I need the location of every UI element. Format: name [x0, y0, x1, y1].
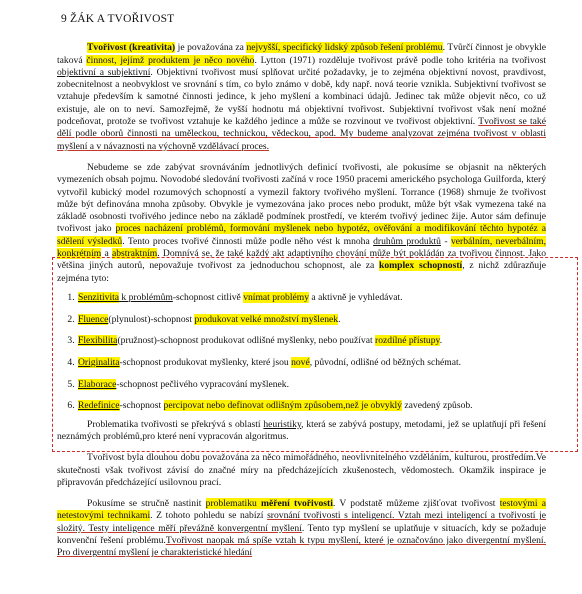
body-text: . — [338, 313, 341, 325]
body-text: Problematika tvořivosti se překrývá s oblastí — [87, 418, 264, 430]
emphasized-text: druhům produktů — [373, 235, 441, 247]
body-text: . Domnívá se, že také každý akt adaptivního chování může být pokládán za tvořivou činnost. Jako většina jiných autorů, nepovažuje tvořivost za jednoduchou schopnost, ale za — [57, 248, 546, 272]
body-text: Nebudeme se zde zabývat srovnáváním jednotlivých definicí tvořivosti, ale pokusíme se objasnit na některých vymezeních obsah pojmu. Novodobé sledování tvořivosti začíná v roce 1950 pracemi amerického psychologa Guilforda, který vytvořil kubický model rozumových schopností a vymezil faktory tvořivého myšlení. Torrance (1968) shrnuje že tvořivost může být definována mnoha způsoby. Obvykle je vymezována jako proces nebo produkt, může být však vymezena také na základě osobnosti tvořivého jedince nebo na základě podmínek prostředí, ve kterém tvořivý jedinec žije. Autor sám definuje tvořivost jako — [57, 161, 546, 235]
body-text: - — [440, 235, 451, 247]
body-text: . — [439, 335, 443, 347]
emphasized-text: činnost, jejímž produktem je něco nového — [86, 54, 255, 66]
emphasized-text: testovými a netestovými technikami — [57, 498, 546, 522]
emphasized-text: nejvyšší, specifický lidský způsob řešení problému — [246, 42, 443, 54]
emphasized-text: produkovat velké množství myšlenek — [194, 313, 339, 325]
emphasized-text: vnímat problémy — [243, 291, 310, 303]
paragraph-inspiration — [57, 452, 546, 489]
body-text: zavedený způsob. — [401, 400, 473, 412]
emphasized-text: Fluence — [78, 313, 109, 325]
emphasized-text: Tvořivost se také dělí podle oborů činnosti na uměleckou, technickou, vědeckou, apod. My budeme analyzovat zejména tvořivost v oblasti myšlení a v návaznosti na výchovně vzdělávací proces. — [57, 116, 546, 152]
emphasized-text: k problémům — [119, 291, 173, 303]
emphasized-text: nové — [291, 357, 310, 368]
list-item — [77, 292, 546, 304]
paragraph-definition — [57, 42, 546, 153]
emphasized-text: verbálním, neverbálním, konkrétním — [57, 235, 546, 260]
body-text: . Objektivní tvořivost musí splňovat určité požadavky, je to zejména objektivní novost, pravdivost, zobecnitelnost a neobvyklost ve srovnání s tím, co bylo známo v době, kdy např. nová teorie vznikla. Subjektivní tvořivost se vztahuje především k samotné činnosti jedince, k jeho myšlení a kombinaci údajů. Jedinec tak může objevit něco, co už existuje, ale on to neví. Samozřejmě, že vyšší hodnotu má objektivní tvořivost. Subjektivní tvořivost však není možné podceňovat, protože se tvořivost vztahuje ke každého jedince a může se rozvinout ve tvořivost objektivní. — [57, 66, 546, 128]
body-text: , z nichž zdůrazňuje zejména tyto: — [57, 260, 546, 284]
body-text: . Lytton (1971) rozděluje tvořivost právě podle toho kritéria na tvořivost — [254, 54, 547, 66]
body-text: (plynulost)-schopnost — [108, 313, 195, 325]
body-text: -schopnost pečlivého vypracování myšlenek. — [116, 378, 290, 390]
body-text: -schopnost produkovat myšlenky, které jsou — [119, 357, 292, 368]
emphasized-text: srovnání tvořivosti s inteligencí. Vztah mezi inteligencí a tvořivostí je složitý. Testy inteligence měří převážně konvergentní myšlení — [57, 510, 547, 534]
body-text: -schopnost citlivě — [172, 291, 244, 303]
body-text: a aktivně je vyhledávat. — [309, 291, 403, 303]
emphasized-text: Tvořivost (kreativita) — [87, 42, 176, 54]
list-item — [77, 335, 546, 347]
emphasized-text: objektivní a subjektivní — [57, 66, 151, 78]
emphasized-text: komplex schopností — [379, 260, 463, 272]
body-text: , která se zabývá postupy, metodami, jež se uplatňují při řešení neznámých problémů,pro které není vypracován algoritmus. — [57, 418, 546, 442]
body-text: -schopnost — [119, 400, 164, 412]
emphasized-text: Tvořivost naopak má spíše vztah k typu myšlení, které je označováno jako divergentní myšlení. Pro divergentní myšlení je charakteristické hledání — [57, 535, 546, 559]
body-text: . Tento typ myšlení se uplatňuje v situacích, kdy se požaduje konvenční řešení problému. — [57, 522, 546, 547]
emphasized-text: heuristiky — [263, 418, 302, 430]
emphasized-text: rozdílné přístupy — [375, 335, 440, 347]
body-text: (pružnost)-schopnost produkovat odlišné myšlenky, nebo používat — [117, 335, 376, 347]
emphasized-text: problematiku — [205, 498, 262, 510]
body-text: . V podstatě můžeme zjišťovat tvořivost — [332, 498, 500, 510]
emphasized-text: Flexibilita — [78, 335, 118, 347]
body-text: je považována za — [175, 42, 247, 54]
body-text: Tvořivost byla dlouhou dobu považována za něco mimořádného, neovlivnitelného vzděláním, kulturou, prostředím.Ve skutečnosti však tvořivost závisí do značné míry na předcházejících zkušenostech, vědomostech. Okamžik inspirace je připravován předcházející usilovnou prací. — [57, 452, 546, 488]
body-text: . Tvůrčí činnost je obvykle taková — [57, 42, 546, 66]
body-text: Pokusíme se stručně nastinit — [87, 498, 206, 510]
abilities-list — [57, 292, 546, 413]
emphasized-text: Redefinice — [78, 400, 120, 412]
paragraph-torrance — [57, 162, 546, 285]
list-item — [77, 379, 546, 391]
body-text: . Tento proces tvořivé činnosti může podle něho vést k mnoha — [122, 235, 374, 247]
body-text: . Z tohoto pohledu se nabízí — [150, 510, 268, 522]
paragraph-heuristics — [57, 419, 546, 444]
chapter-heading: 9 ŽÁK A TVOŘIVOST — [61, 13, 175, 25]
list-item — [77, 357, 546, 369]
list-item — [77, 400, 546, 412]
emphasized-text: abstraktním — [111, 248, 158, 260]
list-item — [77, 314, 546, 326]
emphasized-text: Senzitivita — [78, 291, 120, 303]
emphasized-text: Elaborace — [78, 378, 117, 390]
paragraph-measurement — [57, 498, 546, 559]
emphasized-text: percipovat nebo definovat odlišným způsobem,než je obvyklý — [163, 400, 402, 412]
body-text: a — [101, 248, 112, 260]
emphasized-text: Originalita — [78, 357, 120, 368]
emphasized-text: měření tvořivosti — [261, 498, 333, 510]
emphasized-text: proces nacházení problémů, formování myšlenek nebo hypotéz, ověřování a modifikování těchto hypotéz a sdělení výsledků — [57, 223, 546, 247]
body-text: , původní, odlišné od běžných schémat. — [309, 357, 462, 368]
